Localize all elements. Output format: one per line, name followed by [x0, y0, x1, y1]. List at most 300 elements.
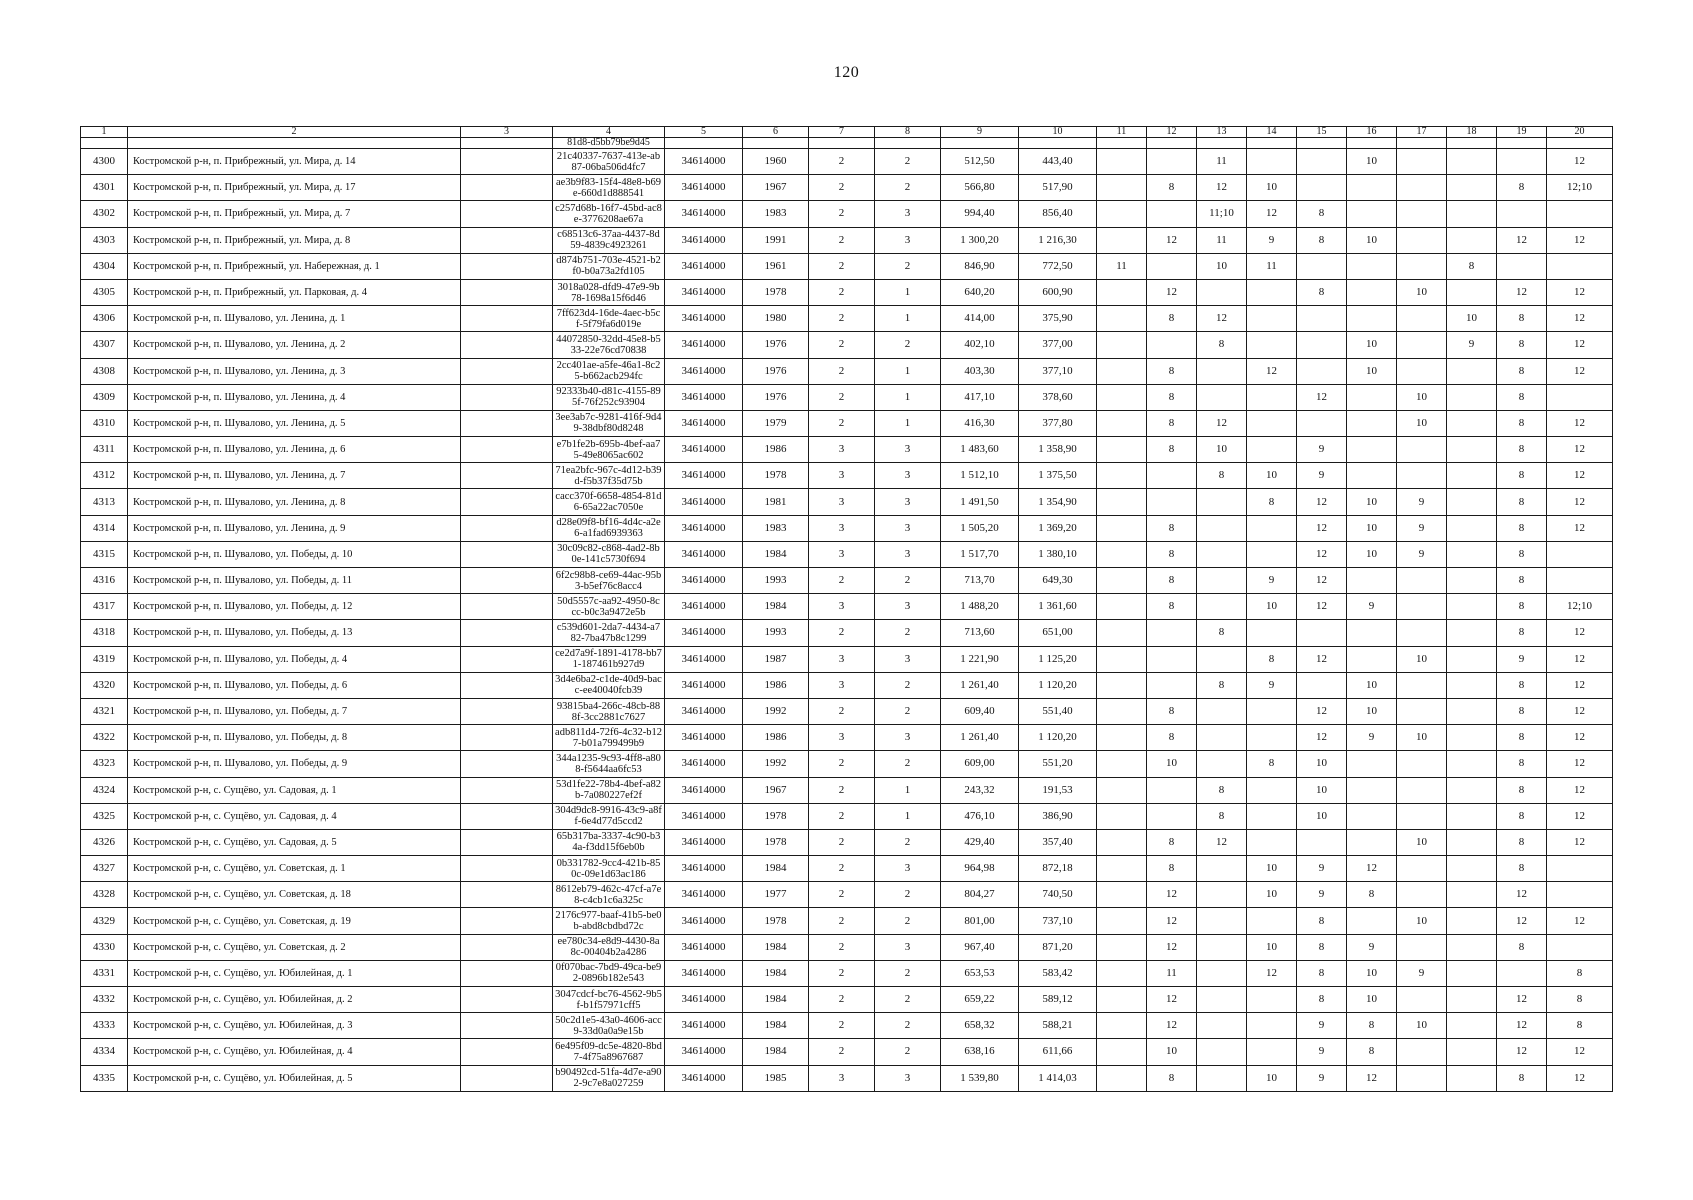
col-15: 9: [1297, 856, 1347, 882]
col-19: 12: [1497, 1039, 1547, 1065]
col-18: [1447, 437, 1497, 463]
col-17: [1397, 934, 1447, 960]
record-number: 4312: [81, 463, 128, 489]
col-15: [1297, 306, 1347, 332]
object-uid: 50d5557c-aa92-4950-8ccc-b0c3a9472e5b: [553, 594, 665, 620]
col-19: 12: [1497, 987, 1547, 1013]
col-3: [461, 960, 553, 986]
col-14: [1247, 1039, 1297, 1065]
year-built: 1985: [743, 1065, 809, 1091]
col-12: 11: [1147, 960, 1197, 986]
col-7: 2: [809, 306, 875, 332]
col-8: 1: [875, 384, 941, 410]
col-3: [461, 594, 553, 620]
col-20: 12: [1547, 908, 1613, 934]
col-20: 8: [1547, 960, 1613, 986]
col-14: [1247, 987, 1297, 1013]
col-7: 2: [809, 698, 875, 724]
address: Костромской р-н, п. Шувалово, ул. Ленина, д. 4: [128, 384, 461, 410]
cell: [941, 138, 1019, 149]
col-16: [1347, 384, 1397, 410]
col-13: 12: [1197, 306, 1247, 332]
object-uid: 3047cdcf-bc76-4562-9b5f-b1f57971cff5: [553, 987, 665, 1013]
col-10: 357,40: [1019, 829, 1097, 855]
col-9: 801,00: [941, 908, 1019, 934]
col-17: [1397, 1039, 1447, 1065]
col-17: [1397, 227, 1447, 253]
col-18: [1447, 568, 1497, 594]
col-16: [1347, 253, 1397, 279]
col-14: 8: [1247, 489, 1297, 515]
col-20: 12: [1547, 672, 1613, 698]
cell: [1447, 138, 1497, 149]
col-9: 658,32: [941, 1013, 1019, 1039]
col-3: [461, 777, 553, 803]
col-8: 3: [875, 856, 941, 882]
col-9: 659,22: [941, 987, 1019, 1013]
col-10: 378,60: [1019, 384, 1097, 410]
column-number-3: 3: [461, 127, 553, 138]
object-uid: 71ea2bfc-967c-4d12-b39d-f5b37f35d75b: [553, 463, 665, 489]
year-built: 1986: [743, 672, 809, 698]
col-13: [1197, 515, 1247, 541]
col-12: [1147, 463, 1197, 489]
cell: [1019, 138, 1097, 149]
record-number: 4327: [81, 856, 128, 882]
address: Костромской р-н, с. Сущёво, ул. Юбилейная, д. 1: [128, 960, 461, 986]
col-20: 12: [1547, 829, 1613, 855]
col-9: 1 488,20: [941, 594, 1019, 620]
col-12: 8: [1147, 175, 1197, 201]
col-15: 9: [1297, 1065, 1347, 1091]
col-9: 713,70: [941, 568, 1019, 594]
record-number: 4306: [81, 306, 128, 332]
object-uid: 2cc401ae-a5fe-46a1-8c25-b662acb294fc: [553, 358, 665, 384]
col-19: [1497, 253, 1547, 279]
col-16: 10: [1347, 332, 1397, 358]
col-10: 1 375,50: [1019, 463, 1097, 489]
table-row: [81, 1013, 1613, 1039]
col-20: 12: [1547, 149, 1613, 175]
col-9: 640,20: [941, 279, 1019, 305]
col-14: [1247, 698, 1297, 724]
address: Костромской р-н, п. Шувалово, ул. Ленина, д. 9: [128, 515, 461, 541]
col-20: 12: [1547, 437, 1613, 463]
col-9: 1 221,90: [941, 646, 1019, 672]
year-built: 1987: [743, 646, 809, 672]
col-8: 3: [875, 515, 941, 541]
column-number-16: 16: [1347, 127, 1397, 138]
col-13: 12: [1197, 175, 1247, 201]
col-3: [461, 987, 553, 1013]
col-9: 1 300,20: [941, 227, 1019, 253]
col-8: 3: [875, 541, 941, 567]
col-20: 12: [1547, 410, 1613, 436]
col-9: 638,16: [941, 1039, 1019, 1065]
col-15: 12: [1297, 568, 1347, 594]
column-number-5: 5: [665, 127, 743, 138]
table-row: [81, 515, 1613, 541]
year-built: 1984: [743, 987, 809, 1013]
col-14: 12: [1247, 960, 1297, 986]
col-16: 10: [1347, 987, 1397, 1013]
oktmo-code: 34614000: [665, 306, 743, 332]
address: Костромской р-н, с. Сущёво, ул. Садовая, д. 1: [128, 777, 461, 803]
col-12: 8: [1147, 856, 1197, 882]
record-number: 4316: [81, 568, 128, 594]
col-19: 8: [1497, 777, 1547, 803]
object-uid: 0b331782-9cc4-421b-850c-09e1d63ac186: [553, 856, 665, 882]
col-12: [1147, 332, 1197, 358]
record-number: 4321: [81, 698, 128, 724]
object-uid: 3018a028-dfd9-47e9-9b78-1698a15f6d46: [553, 279, 665, 305]
address: Костромской р-н, с. Сущёво, ул. Садовая, д. 5: [128, 829, 461, 855]
col-12: [1147, 201, 1197, 227]
col-3: [461, 410, 553, 436]
oktmo-code: 34614000: [665, 489, 743, 515]
col-17: [1397, 437, 1447, 463]
col-11: [1097, 803, 1147, 829]
col-11: [1097, 620, 1147, 646]
col-18: [1447, 672, 1497, 698]
oktmo-code: 34614000: [665, 698, 743, 724]
col-7: 3: [809, 725, 875, 751]
col-14: [1247, 777, 1297, 803]
col-10: 517,90: [1019, 175, 1097, 201]
oktmo-code: 34614000: [665, 463, 743, 489]
col-12: 12: [1147, 882, 1197, 908]
column-number-17: 17: [1397, 127, 1447, 138]
col-9: 476,10: [941, 803, 1019, 829]
col-8: 2: [875, 829, 941, 855]
col-20: 12: [1547, 646, 1613, 672]
col-12: 12: [1147, 227, 1197, 253]
record-number: 4330: [81, 934, 128, 960]
col-18: [1447, 358, 1497, 384]
col-19: 8: [1497, 541, 1547, 567]
col-11: [1097, 672, 1147, 698]
oktmo-code: 34614000: [665, 803, 743, 829]
col-16: 8: [1347, 1039, 1397, 1065]
col-10: 871,20: [1019, 934, 1097, 960]
col-7: 3: [809, 515, 875, 541]
object-uid: 304d9dc8-9916-43c9-a8ff-6e4d77d5ccd2: [553, 803, 665, 829]
record-number: 4333: [81, 1013, 128, 1039]
col-13: [1197, 725, 1247, 751]
table-row: [81, 463, 1613, 489]
col-13: [1197, 987, 1247, 1013]
col-8: 2: [875, 568, 941, 594]
col-8: 2: [875, 882, 941, 908]
col-13: [1197, 908, 1247, 934]
col-13: [1197, 594, 1247, 620]
table-row: [81, 725, 1613, 751]
col-9: 846,90: [941, 253, 1019, 279]
col-18: [1447, 934, 1497, 960]
col-3: [461, 620, 553, 646]
oktmo-code: 34614000: [665, 175, 743, 201]
col-11: [1097, 908, 1147, 934]
col-9: 967,40: [941, 934, 1019, 960]
col-16: [1347, 306, 1397, 332]
col-9: 994,40: [941, 201, 1019, 227]
col-12: 8: [1147, 358, 1197, 384]
col-11: [1097, 463, 1147, 489]
table-row: [81, 646, 1613, 672]
col-11: [1097, 856, 1147, 882]
address: Костромской р-н, п. Шувалово, ул. Ленина, д. 6: [128, 437, 461, 463]
col-15: [1297, 332, 1347, 358]
col-20: 12: [1547, 1039, 1613, 1065]
col-15: [1297, 672, 1347, 698]
col-16: [1347, 175, 1397, 201]
col-19: 8: [1497, 856, 1547, 882]
column-number-9: 9: [941, 127, 1019, 138]
oktmo-code: 34614000: [665, 1039, 743, 1065]
col-3: [461, 829, 553, 855]
address: Костромской р-н, п. Шувалово, ул. Победы, д. 13: [128, 620, 461, 646]
col-8: 1: [875, 777, 941, 803]
col-7: 2: [809, 358, 875, 384]
col-12: 8: [1147, 698, 1197, 724]
col-9: 609,00: [941, 751, 1019, 777]
col-8: 3: [875, 1065, 941, 1091]
col-9: 1 512,10: [941, 463, 1019, 489]
record-number: 4310: [81, 410, 128, 436]
col-14: 10: [1247, 856, 1297, 882]
table-row: [81, 829, 1613, 855]
col-9: 512,50: [941, 149, 1019, 175]
col-17: 10: [1397, 1013, 1447, 1039]
address: Костромской р-н, п. Шувалово, ул. Ленина, д. 3: [128, 358, 461, 384]
col-8: 2: [875, 332, 941, 358]
col-16: 10: [1347, 698, 1397, 724]
col-18: 8: [1447, 253, 1497, 279]
col-14: 11: [1247, 253, 1297, 279]
continuation-row: [81, 138, 1613, 149]
col-7: 3: [809, 1065, 875, 1091]
col-18: 9: [1447, 332, 1497, 358]
col-14: [1247, 725, 1297, 751]
object-uid: 44072850-32dd-45e8-b533-22e76cd70838: [553, 332, 665, 358]
col-13: [1197, 384, 1247, 410]
object-uid: 2176c977-baaf-41b5-be0b-abd8cbdbd72c: [553, 908, 665, 934]
address: Костромской р-н, п. Шувалово, ул. Ленина, д. 8: [128, 489, 461, 515]
col-9: 402,10: [941, 332, 1019, 358]
cell: [743, 138, 809, 149]
year-built: 1977: [743, 882, 809, 908]
table-row: [81, 594, 1613, 620]
col-17: [1397, 777, 1447, 803]
object-uid: 50c2d1e5-43a0-4606-acc9-33d0a0a9e15b: [553, 1013, 665, 1039]
col-14: 12: [1247, 201, 1297, 227]
col-3: [461, 279, 553, 305]
col-18: [1447, 279, 1497, 305]
col-17: 10: [1397, 384, 1447, 410]
col-20: 12: [1547, 777, 1613, 803]
year-built: 1976: [743, 358, 809, 384]
col-17: [1397, 332, 1447, 358]
col-16: 10: [1347, 672, 1397, 698]
col-15: 10: [1297, 803, 1347, 829]
col-7: 2: [809, 227, 875, 253]
col-16: [1347, 908, 1397, 934]
address: Костромской р-н, п. Шувалово, ул. Ленина, д. 5: [128, 410, 461, 436]
object-uid: 93815ba4-266c-48cb-888f-3cc2881c7627: [553, 698, 665, 724]
cell: [1247, 138, 1297, 149]
col-7: 2: [809, 149, 875, 175]
year-built: 1967: [743, 777, 809, 803]
col-14: 8: [1247, 646, 1297, 672]
col-9: 566,80: [941, 175, 1019, 201]
col-9: 609,40: [941, 698, 1019, 724]
object-uid: 3d4e6ba2-c1de-40d9-bacc-ee40040fcb39: [553, 672, 665, 698]
col-15: 12: [1297, 698, 1347, 724]
table-row: [81, 149, 1613, 175]
record-number: 4314: [81, 515, 128, 541]
col-17: [1397, 698, 1447, 724]
col-16: [1347, 620, 1397, 646]
col-7: 3: [809, 646, 875, 672]
address: Костромской р-н, с. Сущёво, ул. Советская, д. 2: [128, 934, 461, 960]
col-8: 2: [875, 987, 941, 1013]
oktmo-code: 34614000: [665, 725, 743, 751]
col-19: 8: [1497, 384, 1547, 410]
year-built: 1984: [743, 1039, 809, 1065]
col-16: 9: [1347, 725, 1397, 751]
col-10: 588,21: [1019, 1013, 1097, 1039]
column-number-7: 7: [809, 127, 875, 138]
year-built: 1961: [743, 253, 809, 279]
col-17: [1397, 856, 1447, 882]
col-14: [1247, 515, 1297, 541]
col-20: [1547, 882, 1613, 908]
col-10: 1 369,20: [1019, 515, 1097, 541]
record-number: 4308: [81, 358, 128, 384]
table-row: [81, 856, 1613, 882]
address: Костромской р-н, п. Шувалово, ул. Победы, д. 8: [128, 725, 461, 751]
col-3: [461, 725, 553, 751]
col-12: [1147, 646, 1197, 672]
col-3: [461, 698, 553, 724]
col-20: 12: [1547, 306, 1613, 332]
col-3: [461, 646, 553, 672]
col-16: 10: [1347, 489, 1397, 515]
year-built: 1976: [743, 384, 809, 410]
col-14: [1247, 306, 1297, 332]
col-15: 8: [1297, 227, 1347, 253]
col-17: 10: [1397, 829, 1447, 855]
col-13: [1197, 1039, 1247, 1065]
object-uid: 6f2c98b8-ce69-44ac-95b3-b5ef76c8acc4: [553, 568, 665, 594]
col-18: [1447, 201, 1497, 227]
col-3: [461, 856, 553, 882]
col-17: 10: [1397, 410, 1447, 436]
oktmo-code: 34614000: [665, 437, 743, 463]
col-7: 2: [809, 1013, 875, 1039]
col-13: 12: [1197, 829, 1247, 855]
col-7: 3: [809, 463, 875, 489]
col-14: [1247, 908, 1297, 934]
table-row: [81, 882, 1613, 908]
column-number-13: 13: [1197, 127, 1247, 138]
address: Костромской р-н, п. Шувалово, ул. Ленина, д. 1: [128, 306, 461, 332]
col-9: 243,32: [941, 777, 1019, 803]
col-12: 8: [1147, 1065, 1197, 1091]
year-built: 1992: [743, 698, 809, 724]
table-row: [81, 1039, 1613, 1065]
col-18: [1447, 489, 1497, 515]
oktmo-code: 34614000: [665, 987, 743, 1013]
object-uid: d874b751-703e-4521-b2f0-b0a73a2fd105: [553, 253, 665, 279]
col-19: [1497, 149, 1547, 175]
table-row: [81, 541, 1613, 567]
col-15: [1297, 358, 1347, 384]
address: Костромской р-н, п. Шувалово, ул. Победы, д. 9: [128, 751, 461, 777]
col-14: [1247, 149, 1297, 175]
address: Костромской р-н, с. Сущёво, ул. Советская, д. 1: [128, 856, 461, 882]
col-3: [461, 908, 553, 934]
col-13: 11: [1197, 149, 1247, 175]
record-number: 4324: [81, 777, 128, 803]
col-17: [1397, 620, 1447, 646]
col-19: 8: [1497, 725, 1547, 751]
col-11: [1097, 751, 1147, 777]
column-number-4: 4: [553, 127, 665, 138]
col-17: [1397, 175, 1447, 201]
col-11: [1097, 829, 1147, 855]
cell: [809, 138, 875, 149]
col-8: 3: [875, 463, 941, 489]
address: Костромской р-н, с. Сущёво, ул. Юбилейная, д. 3: [128, 1013, 461, 1039]
continuation-uid: 81d8-d5bb79be9d45: [553, 138, 665, 149]
address: Костромской р-н, п. Шувалово, ул. Победы, д. 4: [128, 646, 461, 672]
col-19: 12: [1497, 1013, 1547, 1039]
col-8: 2: [875, 175, 941, 201]
cell: [1547, 138, 1613, 149]
col-7: 2: [809, 332, 875, 358]
table-row: [81, 437, 1613, 463]
col-13: [1197, 568, 1247, 594]
object-uid: 92333b40-d81c-4155-895f-76f252c93904: [553, 384, 665, 410]
record-number: 4322: [81, 725, 128, 751]
col-7: 2: [809, 751, 875, 777]
oktmo-code: 34614000: [665, 777, 743, 803]
col-13: [1197, 960, 1247, 986]
col-16: [1347, 568, 1397, 594]
col-3: [461, 568, 553, 594]
col-11: [1097, 175, 1147, 201]
column-number-2: 2: [128, 127, 461, 138]
record-number: 4318: [81, 620, 128, 646]
col-16: [1347, 777, 1397, 803]
col-16: [1347, 829, 1397, 855]
col-15: [1297, 410, 1347, 436]
object-uid: 53d1fe22-78b4-4bef-a82b-7a080227ef2f: [553, 777, 665, 803]
col-12: [1147, 803, 1197, 829]
col-16: [1347, 279, 1397, 305]
cell: [461, 138, 553, 149]
col-13: [1197, 541, 1247, 567]
col-11: [1097, 594, 1147, 620]
col-3: [461, 1039, 553, 1065]
col-11: [1097, 489, 1147, 515]
cell: [875, 138, 941, 149]
col-8: 3: [875, 725, 941, 751]
col-20: [1547, 384, 1613, 410]
col-20: 12: [1547, 227, 1613, 253]
col-8: 3: [875, 489, 941, 515]
